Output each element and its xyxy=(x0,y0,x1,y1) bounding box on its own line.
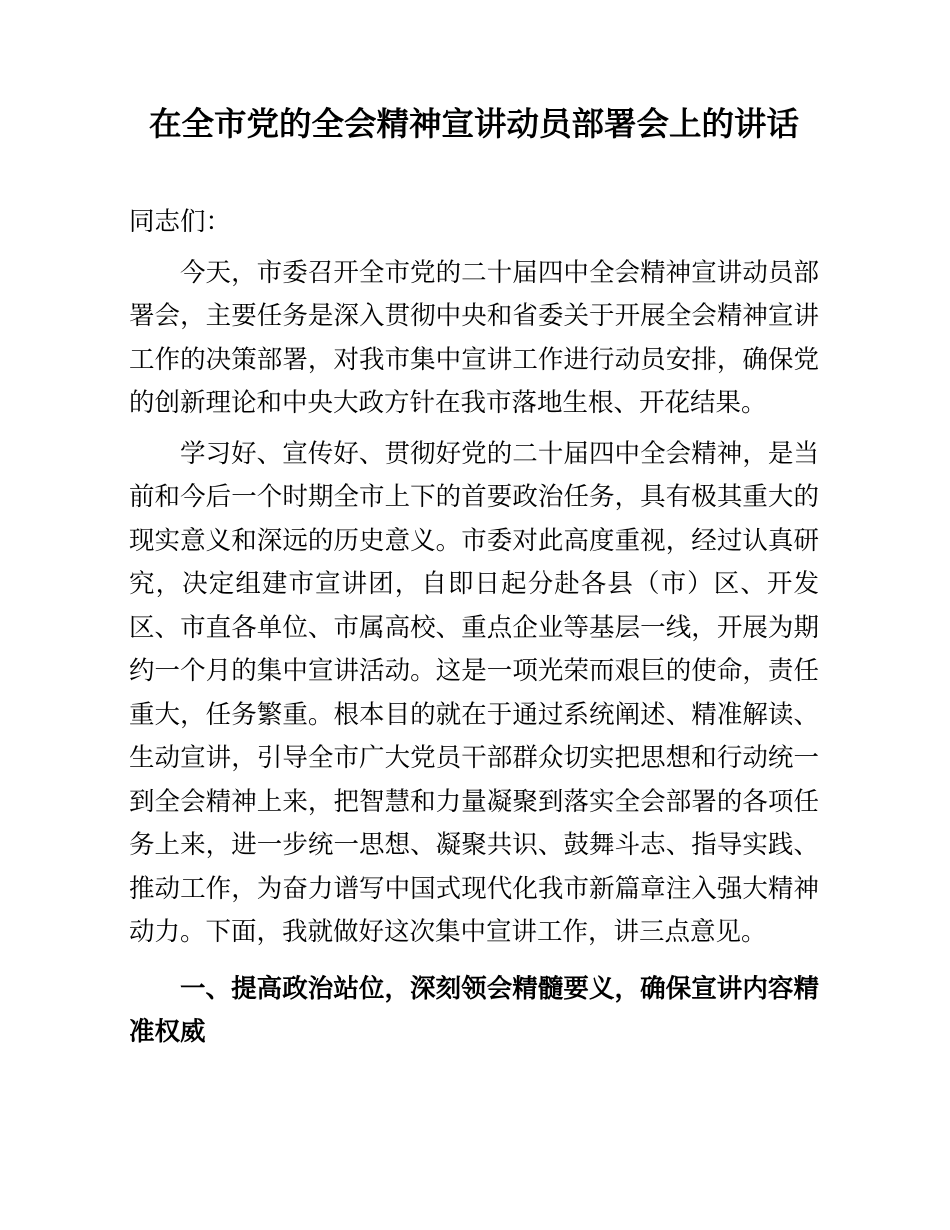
body-paragraph-2: 学习好、宣传好、贯彻好党的二十届四中全会精神，是当前和今后一个时期全市上下的首要政治任务，具有极其重大的现实意义和深远的历史意义。市委对此高度重视，经过认真研究，决定组建市宣讲团，自即日起分赴各县（市）区、开发区、市直各单位、市属高校、重点企业等基层一线，开展为期约一个月的集中宣讲活动。这是一项光荣而艰巨的使命，责任重大，任务繁重。根本目的就在于通过系统阐述、精准解读、生动宣讲，引导全市广大党员干部群众切实把思想和行动统一到全会精神上来，把智慧和力量凝聚到落实全会部署的各项任务上来，进一步统一思想、凝聚共识、鼓舞斗志、指导实践、推动工作，为奋力谱写中国式现代化我市新篇章注入强大精神动力。下面，我就做好这次集中宣讲工作，讲三点意见。 xyxy=(129,438,819,946)
body-paragraph-1: 今天，市委召开全市党的二十届四中全会精神宣讲动员部署会，主要任务是深入贯彻中央和省委关于开展全会精神宣讲工作的决策部署，对我市集中宣讲工作进行动员安排，确保党的创新理论和中央大政方针在我市落地生根、开花结果。 xyxy=(129,257,819,417)
document-content xyxy=(129,0,819,1055)
salutation: 同志们： xyxy=(129,207,232,236)
page-title: 在全市党的全会精神宣讲动员部署会上的讲话 xyxy=(148,107,799,143)
section-heading-1: 一、提高政治站位，深刻领会精髓要义，确保宣讲内容精准权威 xyxy=(129,974,819,1046)
